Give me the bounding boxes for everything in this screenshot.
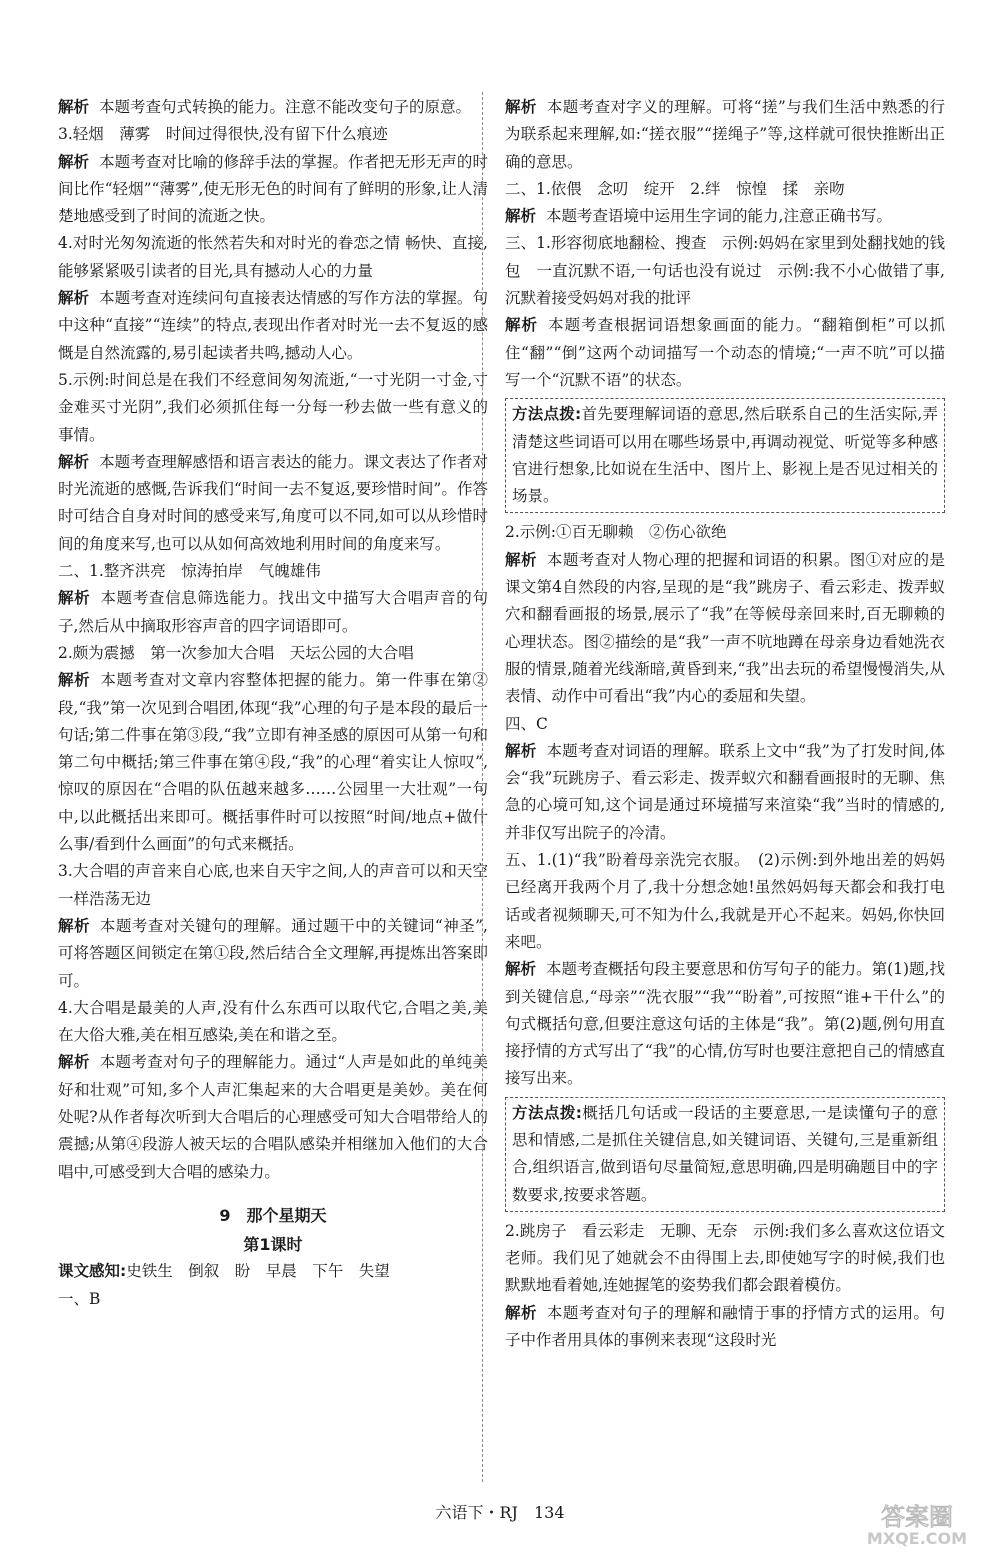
analysis-label: 解析 (58, 671, 91, 690)
paragraph-text: 本题考查对比喻的修辞手法的掌握。作者把无形无声的时间比作“轻烟”“薄雾”,使无形无色的时间有了鲜明的形象,让人清楚地感受到了时间的流逝之快。 (58, 152, 488, 226)
column-divider (482, 92, 483, 1482)
analysis-paragraph (505, 312, 945, 394)
page-footer (0, 1500, 1000, 1523)
analysis-paragraph (58, 585, 488, 640)
paragraph-text: 本题考查对文章内容整体把握的能力。第一件事在第②段,“我”第一次见到合唱团,体现“我”心理的句子是本段的最后一句话;第二件事在第③段,“我”立即有神圣感的原因可从第一句和第二句中概括;第三件事在第④段,“我”的心理“着实让人惊叹”,惊叹的原因在“合唱的队伍越来越多……公园里一大壮观”一句中,以此概括出来即可。概括事件时可以按照“时间/地点+做什么事/看到什么画面”的句式来概括。 (58, 671, 488, 854)
answer-paragraph: 一、B (58, 1289, 101, 1308)
analysis-paragraph (505, 547, 945, 711)
lesson-title: 9 那个星期天 (219, 1205, 327, 1225)
paragraph-text: 本题考查对句子的理解和融情于事的抒情方式的运用。句子中作者用具体的事例来表现“这段时光 (505, 1303, 945, 1350)
analysis-paragraph (505, 956, 945, 1092)
analysis-paragraph (58, 94, 488, 121)
answer-paragraph: 4.大合唱是最美的人声,没有什么东西可以取代它,合唱之美,美在大俗大雅,美在相互感染,美在和谐之至。 (58, 998, 488, 1045)
left-column (58, 94, 488, 1313)
answer-paragraph: 五、1.(1)“我”盼着母亲洗完衣服。 (2)示例:到外地出差的妈妈已经离开我两个月了,我十分想念她!虽然妈妈每天都会和我打电话或者视频聊天,可不知为什么,我就是开心不起来。妈妈,你快回来吧。 (505, 851, 945, 951)
paragraph-text: 本题考查对关键句的理解。通过题干中的关键词“神圣”,可将答题区间锁定在第①段,然后结合全文理解,再提炼出答案即可。 (58, 916, 488, 990)
answer-paragraph: 四、C (505, 714, 548, 733)
answer-paragraph: 三、1.形容彻底地翻检、搜查 示例:妈妈在家里到处翻找她的钱包 一直沉默不语,一句话也没有说过 示例:我不小心做错了事,沉默着接受妈妈对我的批评 (505, 234, 945, 308)
analysis-label: 解析 (505, 1303, 537, 1322)
analysis-paragraph (58, 285, 488, 367)
analysis-label: 解析 (58, 98, 90, 116)
analysis-paragraph (505, 94, 945, 176)
page-number: 134 (533, 1503, 565, 1522)
analysis-label: 解析 (505, 207, 537, 226)
answer-paragraph: 3.轻烟 薄雾 时间过得很快,没有留下什么痕迹 (58, 125, 388, 144)
analysis-paragraph (58, 149, 488, 231)
answer-paragraph: 5.示例:时间总是在我们不经意间匆匆流逝,“一寸光阴一寸金,寸金难买寸光阴”,我们必须抓住每一分每一秒去做一些有意义的事情。 (58, 370, 488, 444)
analysis-label: 解析 (58, 589, 91, 608)
analysis-label: 解析 (58, 289, 90, 308)
answer-paragraph: 4.对时光匆匆流逝的怅然若失和对时光的眷恋之情 畅快、直接,能够紧紧吸引读者的目光,具有撼动人心的力量 (58, 234, 488, 280)
analysis-paragraph (505, 203, 945, 230)
paragraph-text: 首先要理解词语的意思,然后联系自己的生活实际,弄清楚这些词语可以用在哪些场景中,再调动视觉、听觉等多种感官进行想象,比如说在生活中、图片上、影视上是否见过相关的场景。 (512, 405, 939, 506)
analysis-label: 解析 (505, 960, 537, 979)
paragraph-text: 本题考查对词语的理解。联系上文中“我”为了打发时间,体会“我”玩跳房子、看云彩走、拨弄蚁穴和翻看画报时的无聊、焦急的心境可知,这个词是通过环境描写来渲染“我”当时的情感的,并非仅写出院子的冷清。 (505, 741, 945, 842)
answer-paragraph: 3.大合唱的声音来自心底,也来自天宇之间,人的声音可以和天空一样浩荡无边 (58, 862, 488, 908)
paragraph-text: 本题考查对连续问句直接表达情感的写作方法的掌握。句中这种“直接”“连续”的特点,表现出作者对时光一去不复返的感慨是自然流露的,易引起读者共鸣,撼动人心。 (58, 289, 488, 362)
analysis-paragraph (505, 738, 945, 847)
lesson-subtitle: 第1课时 (243, 1235, 303, 1255)
paragraph-text: 本题考查信息筛选能力。找出文中描写大合唱声音的句子,然后从中摘取形容声音的四字词语即可。 (58, 589, 488, 635)
analysis-label: 解析 (58, 1053, 90, 1072)
analysis-paragraph (58, 913, 488, 995)
analysis-label: 解析 (58, 916, 90, 935)
watermark-logo (862, 1499, 972, 1549)
analysis-label: 解析 (505, 98, 537, 116)
method-tip (505, 1097, 945, 1212)
paragraph-text: 史铁生 倒叙 盼 早晨 下午 失望 (126, 1262, 390, 1281)
analysis-paragraph (58, 667, 488, 858)
paragraph-text: 本题考查语境中运用生字词的能力,注意正确书写。 (546, 207, 892, 226)
text-perception (58, 1258, 488, 1285)
analysis-paragraph (505, 1300, 945, 1355)
answer-paragraph: 2.颇为震撼 第一次参加大合唱 天坛公园的大合唱 (58, 643, 414, 662)
analysis-label: 解析 (58, 152, 90, 171)
paragraph-text: 本题考查理解感悟和语言表达的能力。课文表达了作者对时光流逝的感慨,告诉我们“时间一去不复返,要珍惜时间”。作答时可结合自身对时间的感受来写,角度可以不同,如可以从珍惜时间的角度来写,也可以从如何高效地利用时间的角度来写。 (58, 452, 488, 553)
paragraph-text: 本题考查对人物心理的把握和词语的积累。图①对应的是课文第4自然段的内容,呈现的是“我”跳房子、看云彩走、拨弄蚁穴和翻看画报的场景,展示了“我”在等候母亲回来时,百无聊赖的心理状态。图②描绘的是“我”一声不吭地蹲在母亲身边看她洗衣服的情景,随着光线渐暗,黄昏到来,“我”出去玩的希望慢慢消失,从表情、动作中可看出“我”内心的委屈和失望。 (505, 550, 945, 706)
answer-paragraph: 二、1.整齐洪亮 惊涛拍岸 气魄雄伟 (58, 562, 321, 581)
answer-paragraph: 2.跳房子 看云彩走 无聊、无奈 示例:我们多么喜欢这位语文老师。我们见了她就会不由得围上去,即使她写字的时候,我们也默默地看着她,连她握笔的姿势我们都会跟着模仿。 (505, 1221, 945, 1295)
analysis-label: 解析 (58, 452, 90, 471)
paragraph-text: 本题考查句式转换的能力。注意不能改变句子的原意。 (99, 98, 472, 116)
analysis-label: 解析 (505, 741, 537, 760)
analysis-label: 解析 (505, 316, 539, 335)
paragraph-text: 本题考查概括句段主要意思和仿写句子的能力。第(1)题,找到关键信息,“母亲”“洗衣服”“我”“盼着”,可按照“谁+干什么”的句式概括句意,但要注意这句话的主体是“我”。第(2)题,例句用直接抒情的方式写出了“我”的心情,仿写时也要注意把自己的情感直接写出来。 (505, 960, 945, 1088)
section-label: 方法点拨: (512, 1103, 582, 1122)
analysis-label: 解析 (505, 550, 537, 569)
paragraph-text: 概括几句话或一段话的主要意思,一是读懂句子的意思和情感,二是抓住关键信息,如关键词语、关键句,三是重新组合,组织语言,做到语句尽量简短,意思明确,四是明确题目中的字数要求,按要求答题。 (512, 1103, 938, 1204)
watermark-top: 答案圈 (881, 1503, 953, 1531)
paragraph-text: 本题考查对字义的理解。可将“搓”与我们生活中熟悉的行为联系起来理解,如:“搓衣服”“搓绳子”等,这样就可很快推断出正确的意思。 (505, 98, 945, 171)
paragraph-text: 本题考查对句子的理解能力。通过“人声是如此的单纯美好和壮观”可知,多个人声汇集起来的大合唱更是美妙。美在何处呢?从作者每次听到大合唱后的心理感受可知大合唱带给人的震撼;从第④段游人被天坛的合唱队感染并相继加入他们的大合唱中,可感受到大合唱的感染力。 (58, 1053, 488, 1181)
answer-paragraph: 2.示例:①百无聊赖 ②伤心欲绝 (505, 523, 727, 542)
paragraph-text: 本题考查根据词语想象画面的能力。“翻箱倒柜”可以抓住“翻”“倒”这两个动词描写一个动态的情境;“一声不吭”可以描写一个“沉默不语”的状态。 (505, 316, 945, 389)
answer-paragraph: 二、1.依偎 念叨 绽开 2.绊 惊惶 揉 亲吻 (505, 179, 845, 198)
footer-label: 六语下・RJ (435, 1503, 518, 1522)
analysis-paragraph (58, 1049, 488, 1185)
analysis-paragraph (58, 449, 488, 558)
section-label: 方法点拨: (512, 405, 582, 424)
method-tip (505, 398, 945, 513)
right-column (505, 94, 945, 1354)
watermark-bottom: MXQE.COM (866, 1529, 968, 1548)
section-label: 课文感知: (58, 1262, 127, 1281)
